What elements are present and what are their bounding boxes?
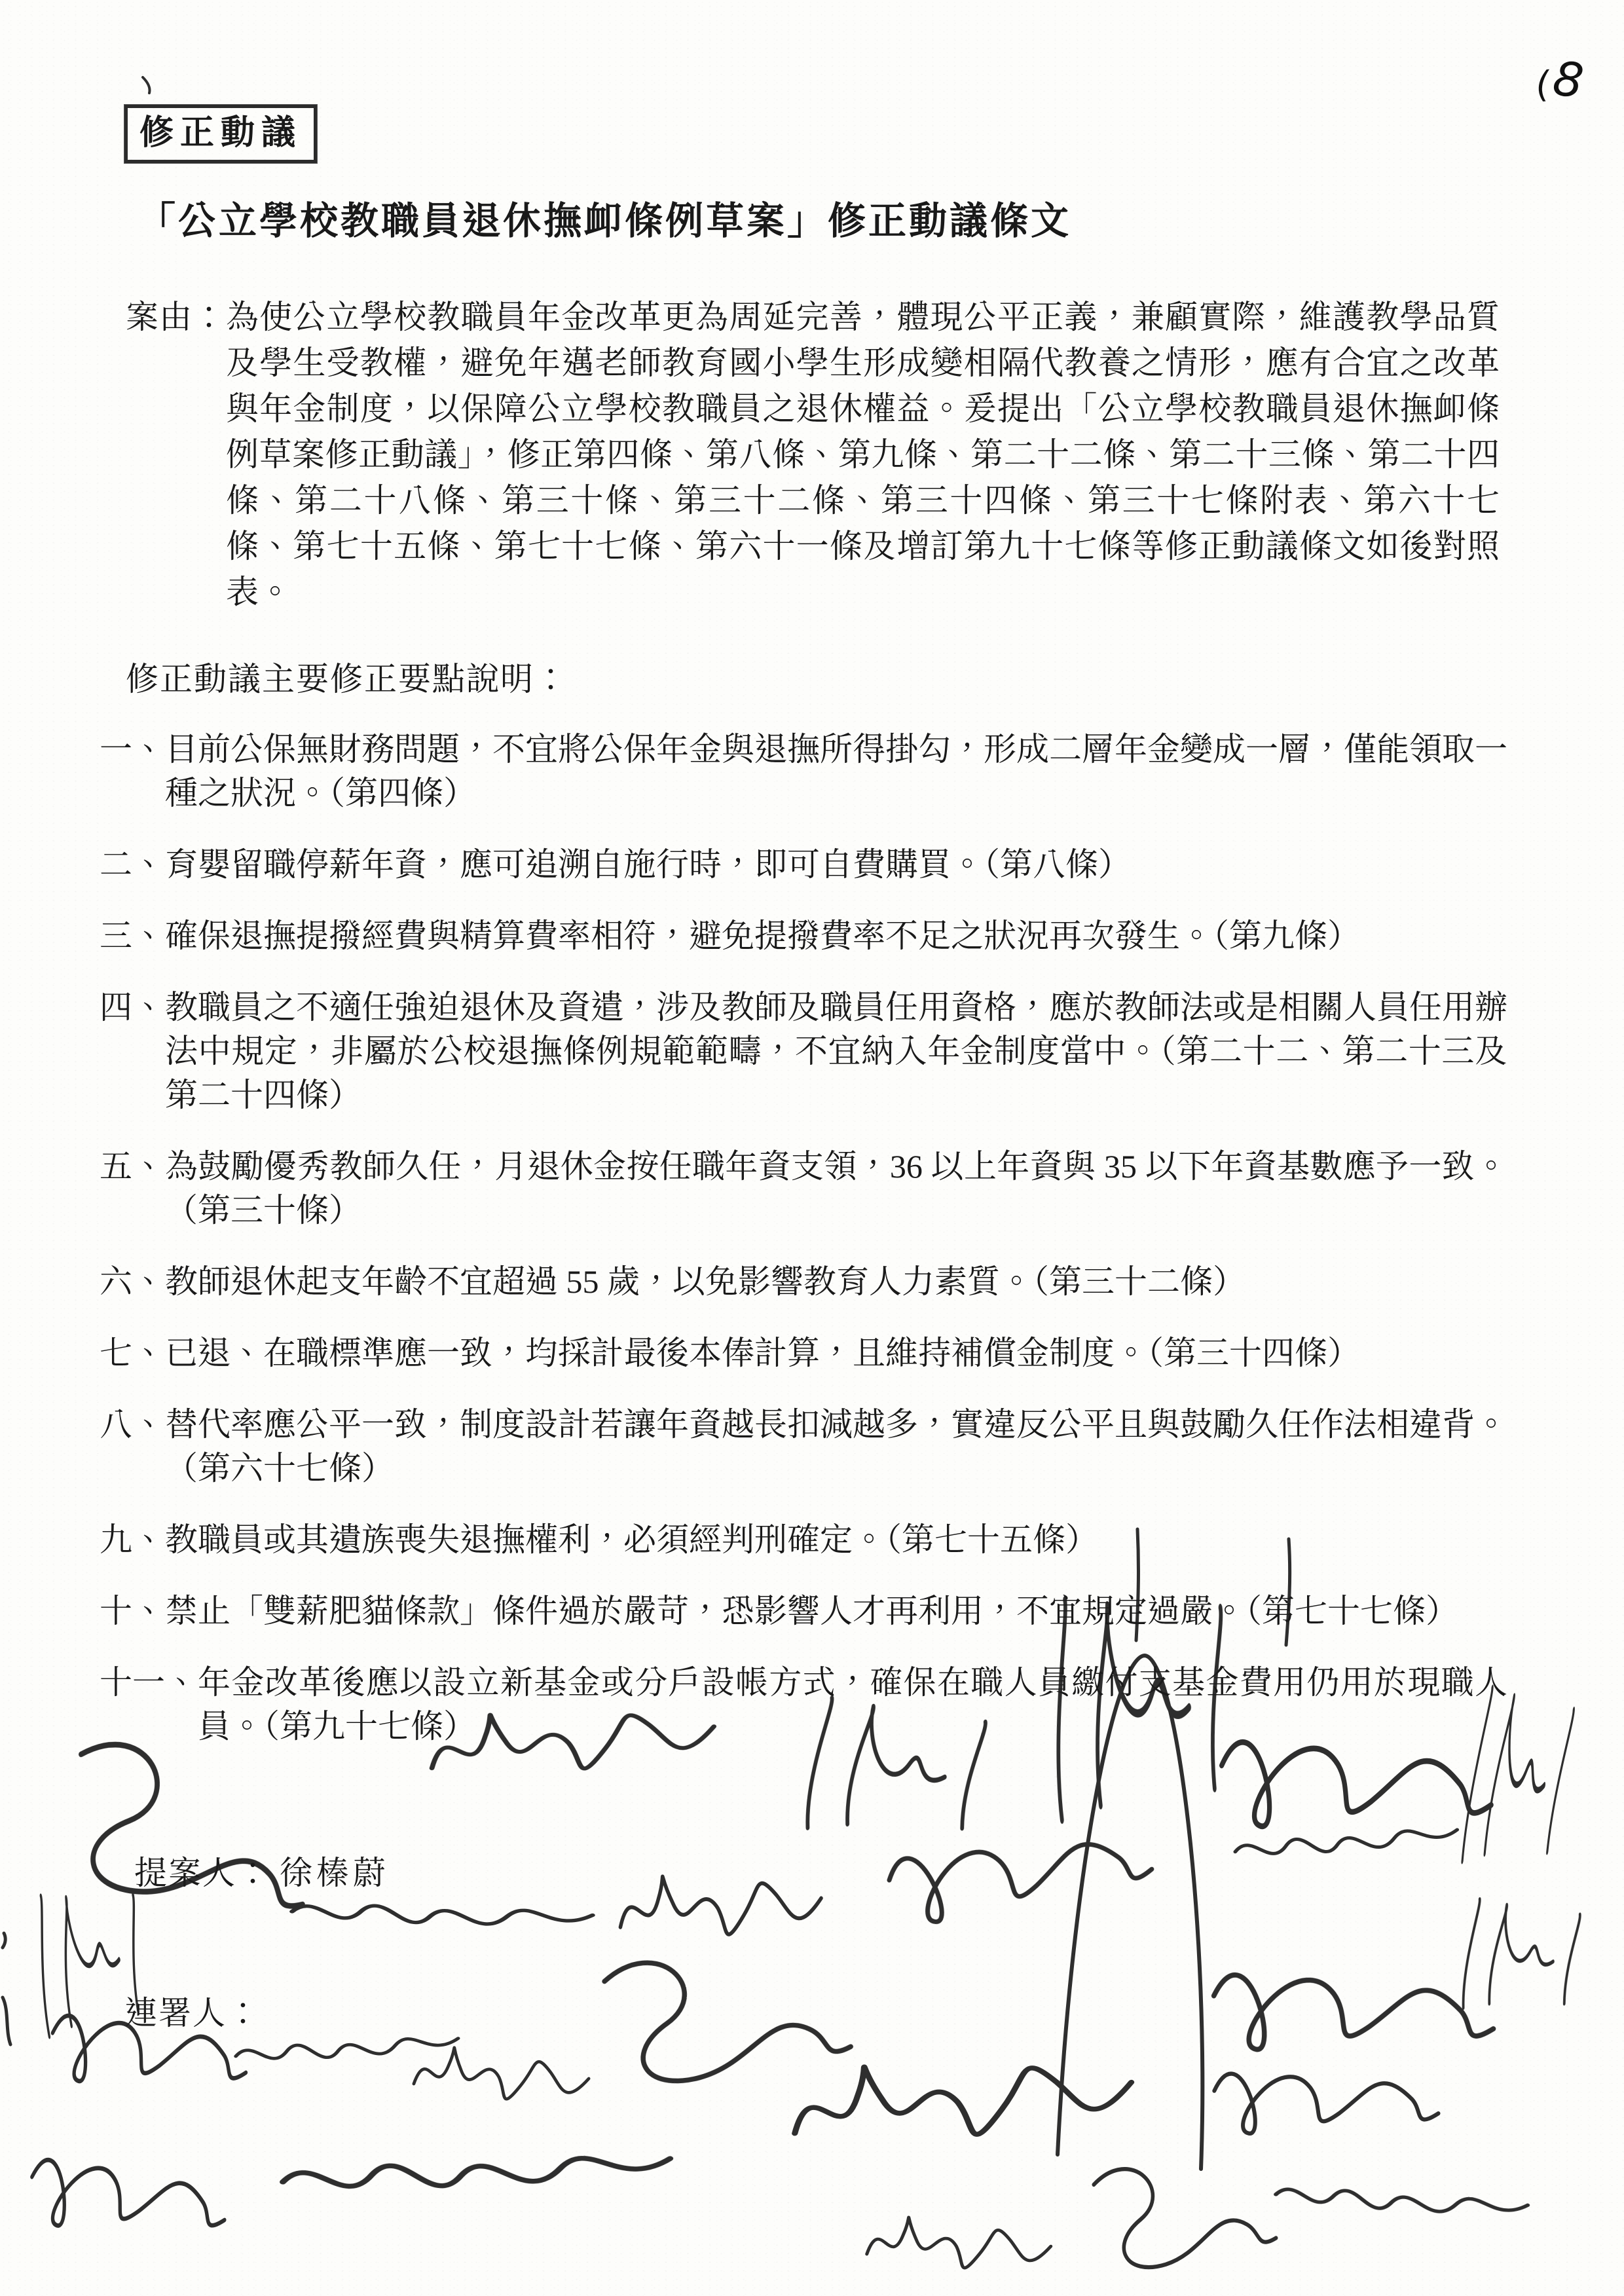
point-text: 確保退撫提撥經費與精算費率相符，避免提撥費率不足之狀況再次發生。（第九條） [165, 917, 1360, 954]
case-summary [126, 294, 1500, 615]
cosigner-row [124, 1987, 1624, 2034]
proposer-printed-name: 徐榛蔚 [280, 1854, 390, 1891]
signature-scribble [413, 2045, 590, 2105]
signature-scribble [790, 2048, 1134, 2147]
point-number: 八、 [100, 1405, 165, 1443]
case-label: 案由： [126, 298, 226, 335]
signature-block [0, 1847, 1624, 2034]
signature-scribble [1092, 2154, 1278, 2272]
point-number: 十、 [100, 1592, 165, 1629]
signature-scribble [26, 2158, 229, 2248]
point-number: 四、 [100, 988, 165, 1026]
scan-speck-mark [143, 77, 150, 93]
signature-scribble [1217, 1741, 1494, 1842]
point-text: 教職員之不適任強迫退休及資遣，涉及教師及職員任用資格，應於教師法或是相關人員任用辦法中規定，非屬於公校退撫條例規範範疇，不宜納入年金制度當中。（第二十二、第二十三及第二十四條） [165, 988, 1507, 1113]
point-number: 五、 [100, 1147, 165, 1185]
proposer-row [134, 1847, 1624, 1894]
amendment-points-list [0, 728, 1624, 1749]
stamp-label: 修正動議 [139, 115, 303, 152]
point-text: 替代率應公平一致，制度設計若讓年資越長扣減越多，實違反公平且與鼓勵久任作法相違背。（第六十七條） [165, 1405, 1507, 1487]
amendment-motion-stamp [124, 105, 317, 163]
point-number: 九、 [100, 1521, 165, 1558]
amendment-point-10 [100, 1589, 1507, 1633]
amendment-point-6 [100, 1260, 1507, 1304]
point-text: 教職員或其遺族喪失退撫權利，必須經判刑確定。（第七十五條） [165, 1521, 1098, 1558]
cosigner-label: 連署人： [124, 1994, 261, 2031]
amendment-point-1 [100, 728, 1507, 815]
point-text: 教師退休起支年齡不宜超過 55 歲，以免影響教育人力素質。（第三十二條） [165, 1263, 1246, 1300]
point-text: 為鼓勵優秀教師久任，月退休金按任職年資支領，36 以上年資與 35 以下年資基數應予一致。（第三十條） [165, 1147, 1507, 1229]
amendment-point-3 [100, 914, 1507, 958]
signature-scribble [866, 2215, 1052, 2272]
point-number: 三、 [100, 917, 165, 954]
point-number: 二、 [100, 845, 165, 883]
point-number: 七、 [100, 1334, 165, 1371]
point-number: 十一、 [100, 1663, 198, 1701]
amendment-point-5 [100, 1145, 1507, 1232]
point-text: 已退、在職標準應一致，均採計最後本俸計算，且維持補償金制度。（第三十四條） [165, 1334, 1360, 1371]
amendment-point-8 [100, 1403, 1507, 1491]
case-text: 為使公立學校教職員年金改革更為周延完善，體現公平正義，兼顧實際，維護教學品質及學生受教權，避免年邁老師教育國小學生形成變相隔代教養之情形，應有合宜之改革與年金制度，以保障公立學校教職員之退休權益。爰提出「公立學校教職員退休撫卹條例草案修正動議」，修正第四條、第八條、第九條、第二十二條、第二十三條、第二十四條、第二十八條、第三十條、第三十二條、第三十四條、第三十七條附表、第六十七條、第七十五條、第七十七條、第六十一條及增訂第九十七條等修正動議條文如後對照表。 [226, 298, 1500, 610]
point-text: 禁止「雙薪肥貓條款」條件過於嚴苛，恐影響人才再利用，不宜規定過嚴。（第七十七條） [165, 1592, 1458, 1629]
point-text: 年金改革後應以設立新基金或分戶設帳方式，確保在職人員繳付支基金費用仍用於現職人員。（第九十七條） [198, 1663, 1507, 1745]
point-text: 目前公保無財務問題，不宜將公保年金與退撫所得掛勾，形成二層年金變成一層，僅能領取一種之狀況。（第四條） [165, 730, 1507, 811]
proposer-label: 提案人： [134, 1854, 270, 1891]
amendment-point-7 [100, 1331, 1507, 1375]
signature-scribble [236, 2036, 459, 2062]
point-number: 一、 [100, 730, 165, 768]
amendment-point-9 [100, 1518, 1507, 1562]
section-heading: 修正動議主要修正要點說明： [126, 660, 568, 697]
point-text: 育嬰留職停薪年資，應可追溯自施行時，即可自費購買。（第八條） [165, 845, 1131, 883]
document-title: 「公立學校教職員退休撫卹條例草案」修正動議條文 [138, 200, 1072, 243]
point-number: 六、 [100, 1263, 165, 1300]
pen-tick-mark: ( [1534, 63, 1551, 106]
handwritten-page-number: (8 [1534, 50, 1587, 109]
signature-wang-yu-min [282, 2155, 671, 2191]
signature-scribble [1276, 2185, 1528, 2219]
amendment-point-2 [100, 843, 1507, 887]
amendment-point-11 [100, 1661, 1507, 1749]
amendment-point-4 [100, 986, 1507, 1117]
signature-scribble [1213, 2073, 1439, 2140]
